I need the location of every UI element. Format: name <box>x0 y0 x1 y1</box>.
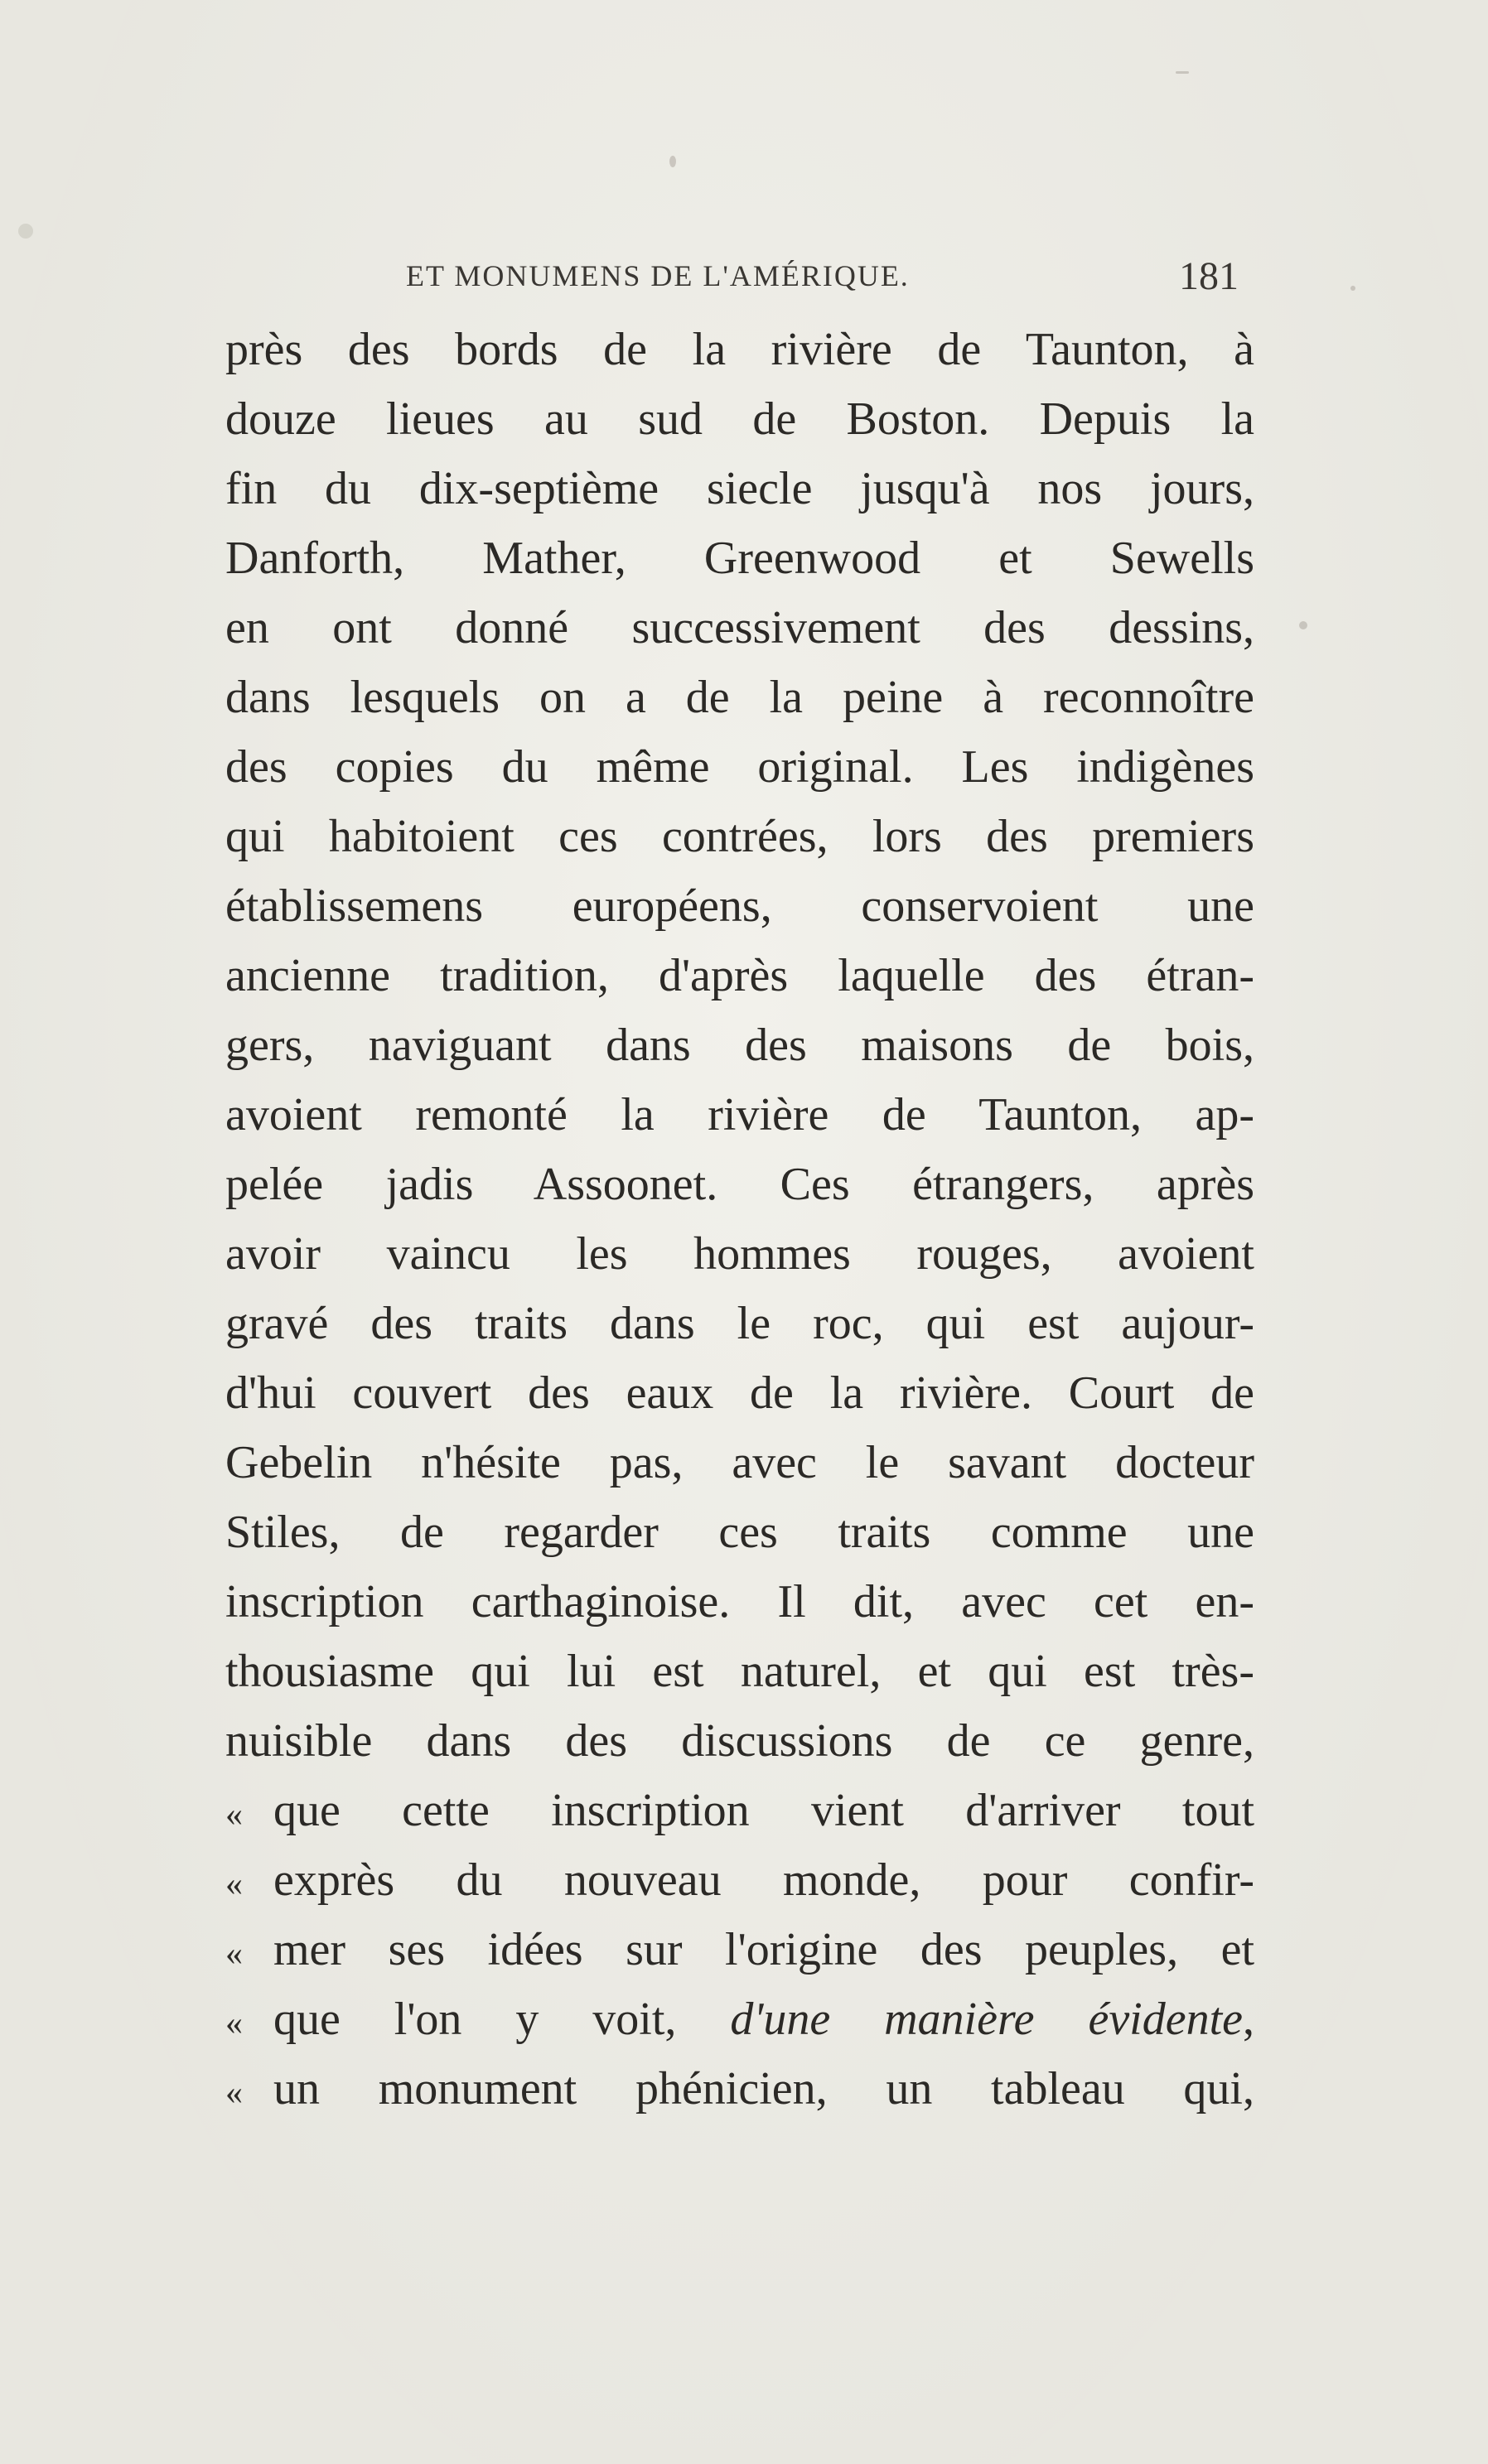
paper-speck <box>1350 286 1355 291</box>
main-text <box>225 315 1254 2137</box>
quoted-text-after-italic: , <box>1243 1994 1254 2045</box>
quoted-text: que cette inscription vient d'arriver tout <box>273 1785 1254 1836</box>
text-line: en ont donné successivement des dessins, <box>225 602 1254 653</box>
text-line: gers, naviguant dans des maisons de bois, <box>225 1020 1254 1071</box>
quote-mark: « <box>225 1935 243 1973</box>
quoted-line <box>225 1845 1254 1915</box>
text-line: inscription carthaginoise. Il dit, avec cet en- <box>225 1576 1254 1627</box>
quote-mark: « <box>225 2074 243 2112</box>
quoted-line <box>225 2054 1254 2124</box>
text-line: thousiasme qui lui est naturel, et qui est très- <box>225 1646 1254 1697</box>
text-line: des copies du même original. Les indigènes <box>225 741 1254 793</box>
italic-phrase: d'une manière évidente <box>730 1994 1243 2045</box>
quote-mark: « <box>225 2004 243 2042</box>
quoted-text: un monument phénicien, un tableau qui, <box>273 2063 1254 2114</box>
quoted-line <box>225 1915 1254 1984</box>
text-line: Danforth, Mather, Greenwood et Sewells <box>225 533 1254 584</box>
paper-speck <box>18 224 33 239</box>
quoted-line <box>225 1776 1254 1845</box>
text-line: près des bords de la rivière de Taunton, à <box>225 324 1254 375</box>
running-head <box>406 247 1239 305</box>
text-line: pelée jadis Assoonet. Ces étrangers, après <box>225 1159 1254 1210</box>
quote-mark: « <box>225 1796 243 1834</box>
paper-speck <box>1299 621 1307 629</box>
quoted-line <box>225 1984 1254 2054</box>
text-line: nuisible dans des discussions de ce genre, <box>225 1715 1254 1767</box>
text-line: ancienne tradition, d'après laquelle des étran- <box>225 950 1254 1001</box>
quoted-text: mer ses idées sur l'origine des peuples, et <box>273 1924 1254 1975</box>
text-line: Gebelin n'hésite pas, avec le savant docteur <box>225 1437 1254 1488</box>
paper-speck <box>1176 71 1189 74</box>
page-number: 181 <box>1179 253 1239 298</box>
text-line: Stiles, de regarder ces traits comme une <box>225 1507 1254 1558</box>
text-line: qui habitoient ces contrées, lors des premiers <box>225 811 1254 862</box>
text-line: dans lesquels on a de la peine à reconnoître <box>225 672 1254 723</box>
text-line: avoient remonté la rivière de Taunton, ap- <box>225 1089 1254 1140</box>
text-line: d'hui couvert des eaux de la rivière. Court de <box>225 1367 1254 1419</box>
text-line: établissemens européens, conservoient une <box>225 880 1254 932</box>
quoted-text-before-italic: que l'on y voit, <box>273 1994 731 2045</box>
quoted-text: exprès du nouveau monde, pour confir- <box>273 1854 1254 1906</box>
text-line: avoir vaincu les hommes rouges, avoient <box>225 1228 1254 1280</box>
paper-speck <box>669 156 676 167</box>
text-line: douze lieues au sud de Boston. Depuis la <box>225 393 1254 445</box>
running-head-title: ET MONUMENS DE L'AMÉRIQUE. <box>406 259 910 292</box>
text-line: gravé des traits dans le roc, qui est aujour- <box>225 1298 1254 1349</box>
text-line: fin du dix-septième siecle jusqu'à nos jours, <box>225 463 1254 514</box>
quote-mark: « <box>225 1865 243 1903</box>
